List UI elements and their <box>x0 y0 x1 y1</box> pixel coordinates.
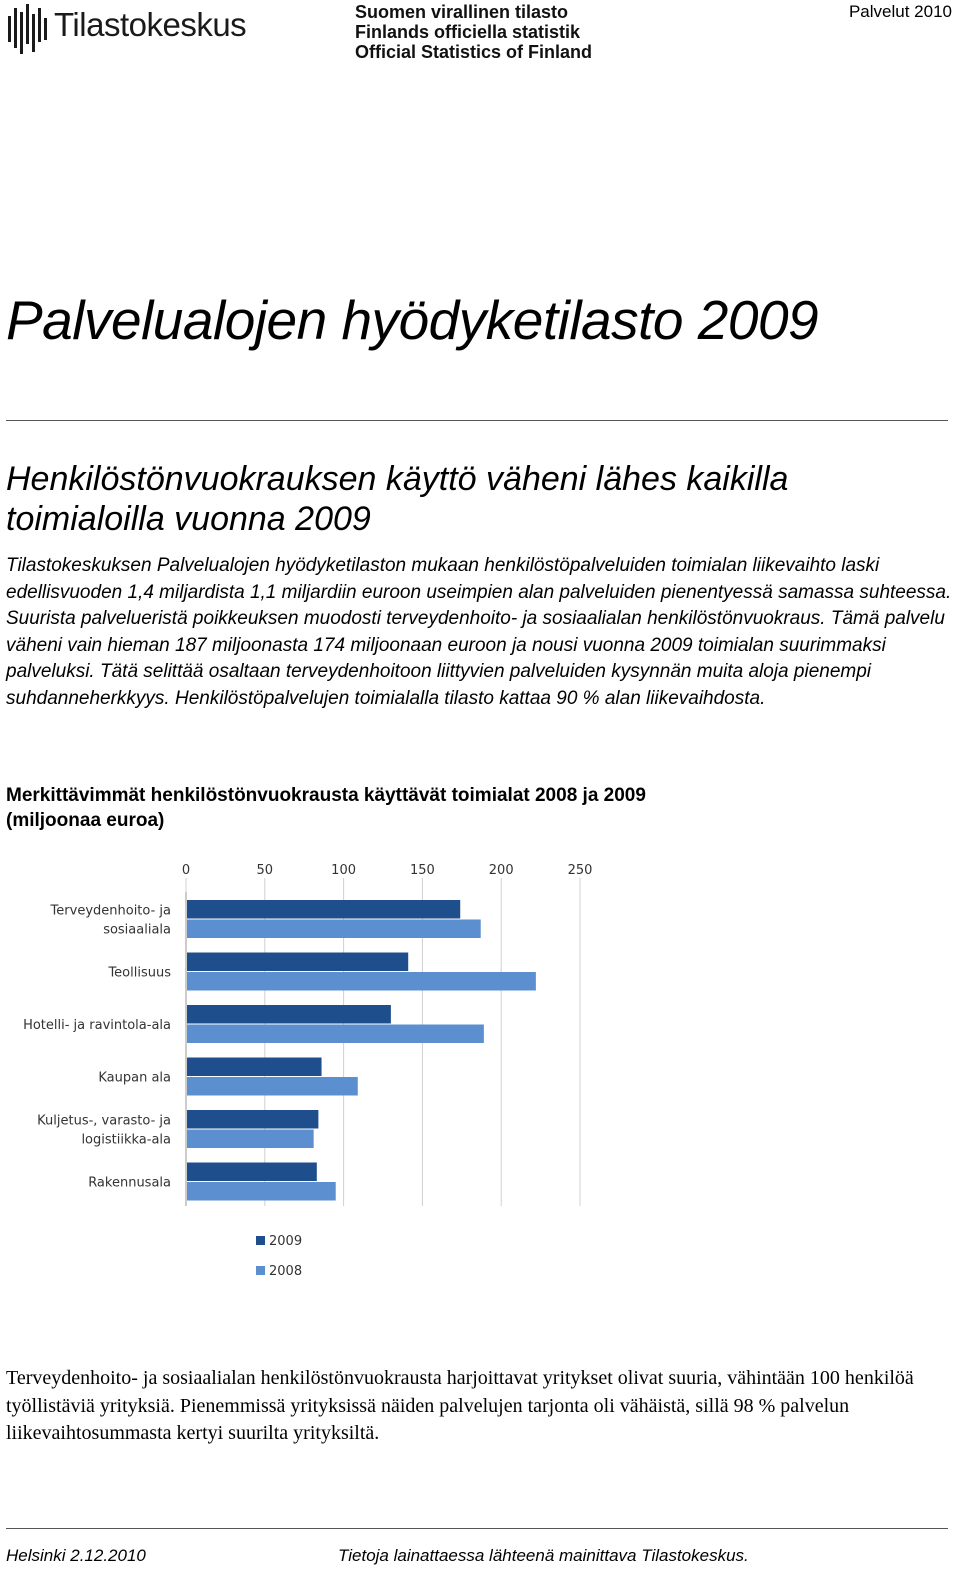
x-tick-label: 100 <box>331 863 357 878</box>
category-label: sosiaaliala <box>103 922 171 938</box>
official-statistics-label <box>355 2 592 62</box>
category-label: Terveydenhoito- ja <box>50 903 171 919</box>
legend-swatch-2008 <box>256 1266 265 1275</box>
logo-bars-icon <box>6 2 54 56</box>
chart-heading: Merkittävimmät henkilöstönvuokrausta käyttävät toimialat 2008 ja 2009 (miljoonaa euroa) <box>6 785 646 831</box>
official-line-en: Official Statistics of Finland <box>355 42 593 62</box>
footer-divider <box>6 1528 948 1529</box>
category-label: logistiikka-ala <box>81 1132 171 1148</box>
bar-2008 <box>187 1025 484 1044</box>
footer-citation: Tietoja lainattaessa lähteenä mainittava Tilastokeskus. <box>338 1546 749 1565</box>
publication-name: Palvelut 2010 <box>848 2 952 21</box>
category-label: Kaupan ala <box>98 1070 171 1086</box>
bar-2009 <box>187 900 460 919</box>
body-paragraph: Terveydenhoito- ja sosiaalialan henkilöstönvuokrausta harjoittavat yritykset olivat suuria, vähintään 100 henkilöä työllistäviä yrityksiä. Pienemmissä yrityksissä näiden palvelujen tarjonta oli vähäistä, sillä 98 % palvelun liikevaihtosummasta kertyi suurilta yrityksiltä. <box>6 1367 914 1444</box>
logo-text: Tilastokeskus <box>54 6 247 43</box>
bar-2009 <box>187 1110 318 1129</box>
category-label: Rakennusala <box>88 1175 171 1191</box>
legend-swatch-2009 <box>256 1236 265 1245</box>
title-divider <box>6 420 948 421</box>
lead-paragraph: Tilastokeskuksen Palvelualojen hyödyketilaston mukaan henkilöstöpalveluiden toimialan liikevaihto laski edellisvuoden 1,4 miljardista 1,1 miljardiin euroon useimpien alan palveluiden pienentyessä samassa suhteessa. Suurista palvelueristä poikkeuksen muodosti terveydenhoito- ja sosiaalialan henkilöstönvuokraus. Tämä palvelu väheni vain hieman 187 miljoonasta 174 miljoonaan euroon ja nousi vuonna 2009 toimialan suurimmaksi palveluksi. Tätä selittää osaltaan terveydenhoitoon liittyvien palveluiden kysynnän muita aloja pienempi suhdanneherkkyys. Henkilöstöpalvelujen toimialalla tilasto kattaa 90 % alan liikevaihdosta. <box>6 555 952 709</box>
x-tick-label: 0 <box>181 863 191 878</box>
legend-label-2009: 2009 <box>269 1234 303 1249</box>
category-label: Hotelli- ja ravintola-ala <box>23 1018 171 1033</box>
bar-chart <box>0 850 620 1290</box>
category-label: Kuljetus-, varasto- ja <box>37 1113 171 1129</box>
bar-2009 <box>187 1163 317 1182</box>
x-tick-label: 150 <box>409 863 435 878</box>
bar-2009 <box>187 1058 322 1077</box>
headline: Henkilöstönvuokrauksen käyttö väheni lähes kaikilla toimialoilla vuonna 2009 <box>6 460 789 538</box>
bar-2008 <box>187 1182 336 1201</box>
category-label: Teollisuus <box>108 965 171 981</box>
official-line-fi: Suomen virallinen tilasto <box>355 2 569 22</box>
bar-2008 <box>187 972 536 991</box>
bar-2008 <box>187 1130 314 1149</box>
footer-place-date: Helsinki 2.12.2010 <box>6 1546 146 1565</box>
legend-label-2008: 2008 <box>269 1264 303 1279</box>
bar-2008 <box>187 1077 358 1096</box>
official-line-sv: Finlands officiella statistik <box>355 22 581 42</box>
x-tick-label: 250 <box>567 863 593 878</box>
bar-2008 <box>187 920 481 939</box>
x-tick-label: 200 <box>488 863 514 878</box>
bar-chart-svg <box>0 850 620 1290</box>
x-tick-label: 50 <box>256 863 274 878</box>
document-title: Palvelualojen hyödyketilasto 2009 <box>6 289 819 351</box>
bar-2009 <box>187 953 408 972</box>
bar-2009 <box>187 1005 391 1024</box>
